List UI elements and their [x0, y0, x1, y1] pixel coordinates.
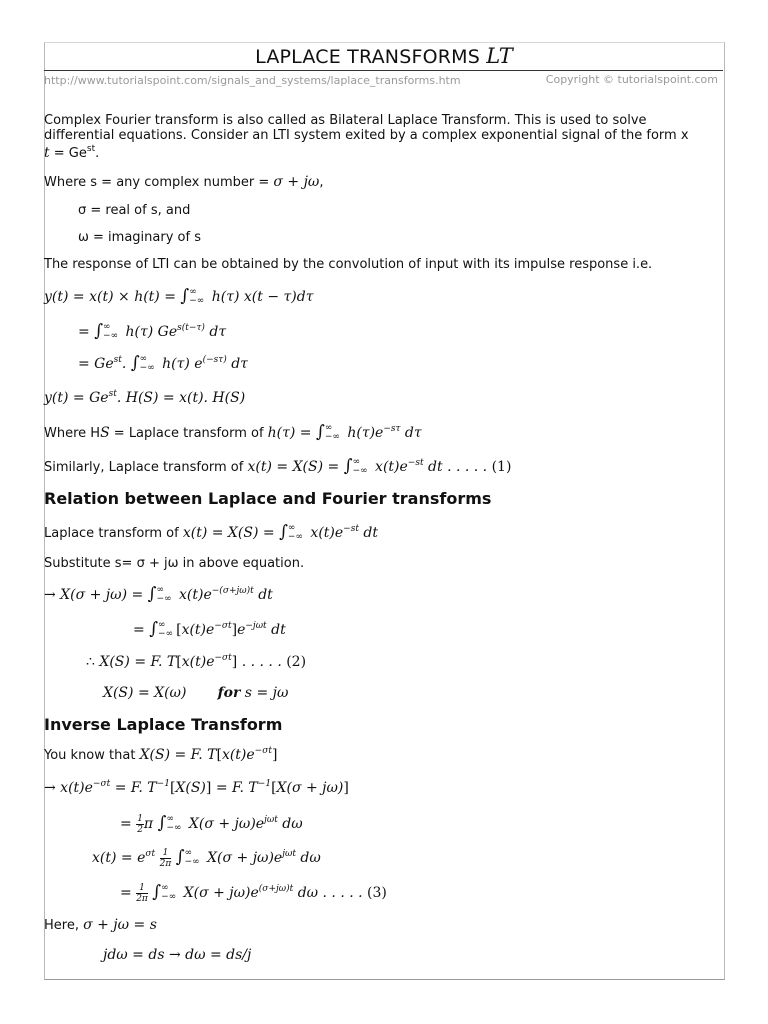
- equation-differential: jdω = ds → dω = ds/j: [103, 947, 252, 963]
- equation-fourier-4: X(S) = X(ω) for s = jω: [103, 685, 289, 701]
- equation-inverse-4: = $\frac{1}{2\pi}$ ∫∞ −∞ $X(\sigma + j\omega)e^{(\sigma+j\omega)t}$ dω . . . . . (3): [120, 882, 387, 904]
- sigma-definition: σ = real of s, and: [78, 203, 191, 218]
- intro-text-1: Complex Fourier transform is also called as Bilateral Laplace Transform. This is used to solve: [44, 113, 647, 128]
- equation-fourier-1: → X(σ + jω) = ∫∞ −∞ $x(t)e^{-(\sigma+j\omega)t}$ dt: [44, 584, 273, 604]
- you-know-line: You know that X(S) = F. $T[x(t)e^{-\sigma t}]$: [44, 746, 278, 763]
- equation-inverse-3: $x(t) = e^{\sigma t}$ $\frac{1}{2\pi}$ ∫∞ −∞ $X(\sigma + j\omega)e^{j\omega t}$ dω: [92, 847, 321, 869]
- response-text: The response of LTI can be obtained by the convolution of input with its impulse response i.e.: [44, 257, 653, 272]
- equation-fourier-3: ∴ X(S) = F. $T[x(t)e^{-\sigma t}]$ . . . . . (2): [86, 653, 307, 670]
- here-line: Here, σ + jω = s: [44, 917, 157, 933]
- title-rule: [44, 70, 723, 71]
- where-H-line: Where HS = Laplace transform of h(τ) = ∫∞ −∞ $h(\tau)e^{-s\tau}$ dτ: [44, 422, 422, 442]
- intro-text-2: differential equations. Consider an LTI system exited by a complex exponential signal of the form x: [44, 128, 689, 143]
- substitute-line: Substitute s= σ + jω in above equation.: [44, 556, 305, 571]
- source-url[interactable]: http://www.tutorialspoint.com/signals_and_systems/laplace_transforms.htm: [44, 74, 461, 87]
- equation-convolution-3: = $Ge^{st}$. ∫∞ −∞ h(τ) $e^{(-s\tau)}$ dτ: [78, 353, 248, 373]
- omega-definition: ω = imaginary of s: [78, 230, 201, 245]
- where-s-line: Where s = any complex number = σ + jω,: [44, 174, 324, 190]
- similarly-line: Similarly, Laplace transform of x(t) = X(S) = ∫∞ −∞ $x(t)e^{-st}$ dt . . . . . (1): [44, 456, 512, 476]
- equation-convolution-1: y(t) = x(t) × h(t) = ∫∞ −∞ h(τ) x(t − τ)dτ: [44, 286, 314, 306]
- page-title: LAPLACE TRANSFORMS LT: [255, 44, 513, 68]
- equation-inverse-1: → $x(t)e^{-\sigma t} = F$. $T^{-1}[X(S)] = F$. $T^{-1}[X(\sigma + j\omega)]$: [44, 779, 349, 796]
- section-heading-inverse: Inverse Laplace Transform: [44, 715, 283, 734]
- equation-output: $y(t) = Ge^{st}$. H(S) = x(t). H(S): [44, 389, 246, 406]
- laplace-definition-line: Laplace transform of x(t) = X(S) = ∫∞ −∞ $x(t)e^{-st}$ dt: [44, 522, 378, 542]
- copyright-notice: Copyright © tutorialspoint.com: [545, 73, 718, 86]
- equation-convolution-2: = ∫∞ −∞ h(τ) $Ge^{s(t-\tau)}$ dτ: [78, 321, 227, 341]
- equation-fourier-2: = ∫∞ −∞ $[x(t)e^{-\sigma t}]e^{-j\omega t}$ dt: [133, 619, 286, 639]
- intro-text-3: $t = Ge^{st}$.: [44, 144, 100, 161]
- equation-inverse-2: = $\frac{1}{2}$ π ∫∞ −∞ $X(\sigma + j\omega)e^{j\omega t}$ dω: [120, 813, 303, 835]
- section-heading-relation: Relation between Laplace and Fourier transforms: [44, 489, 492, 508]
